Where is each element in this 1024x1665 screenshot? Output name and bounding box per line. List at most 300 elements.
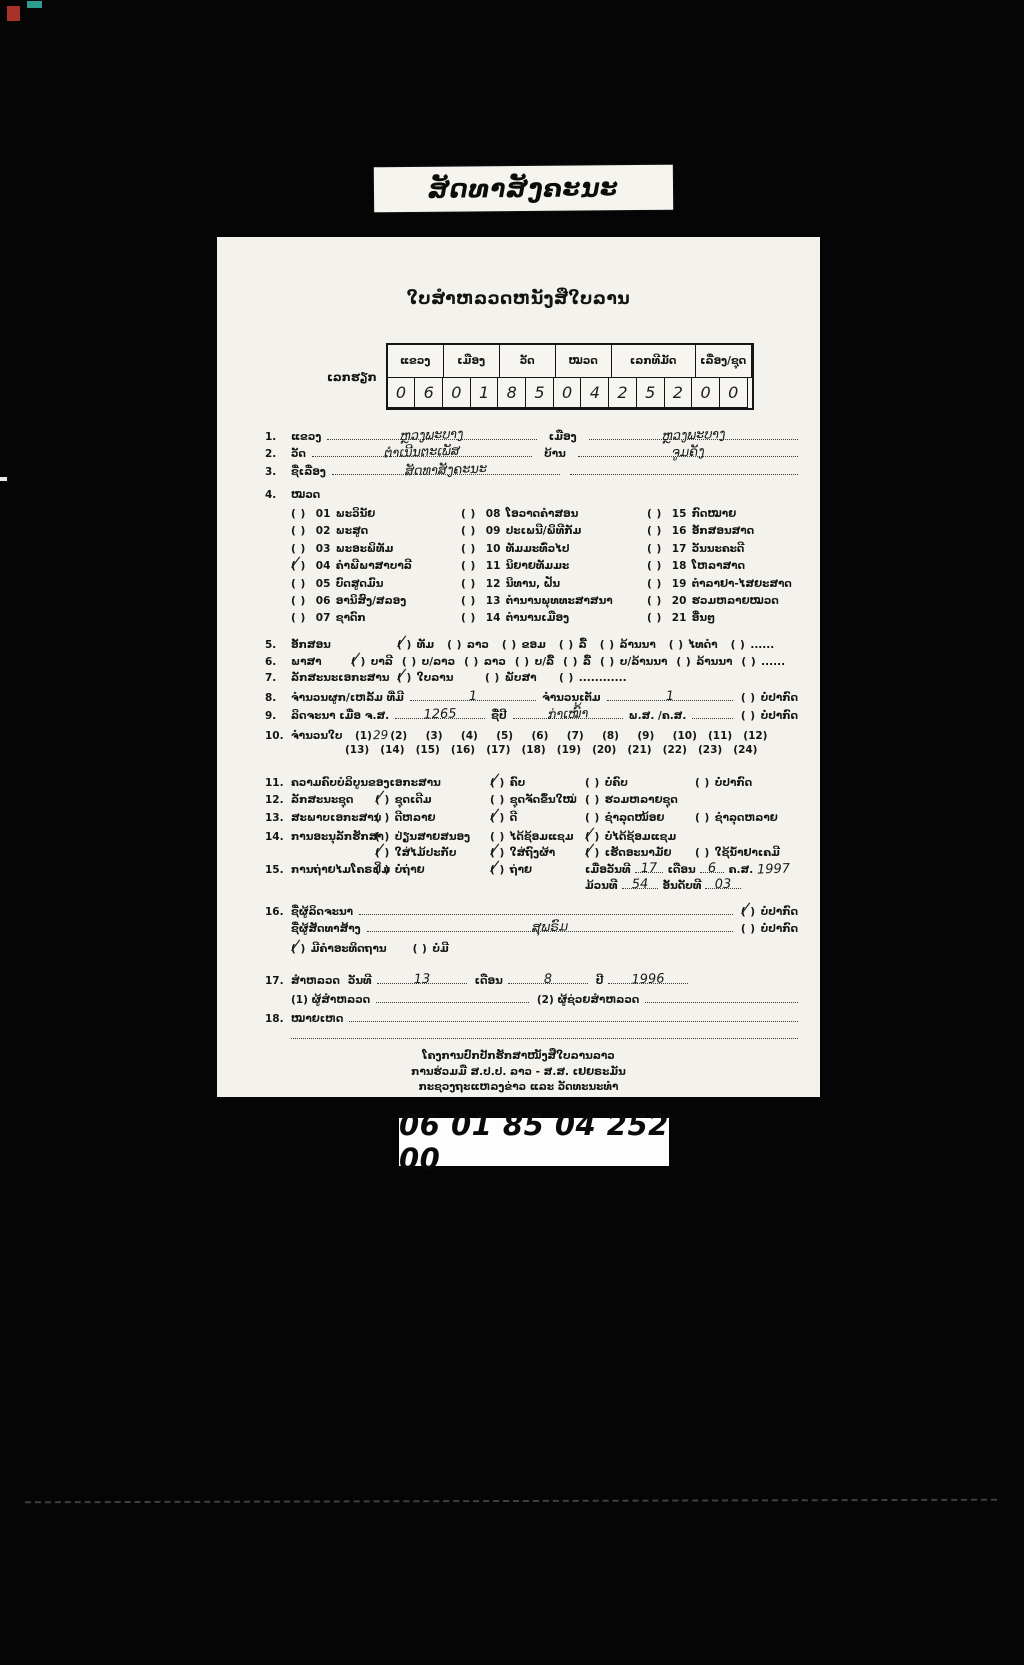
code-digit-cell: 8 bbox=[497, 377, 526, 408]
film-date-label: ເມື່ອວັນທີ bbox=[585, 864, 631, 876]
checkbox bbox=[291, 595, 306, 608]
category-number: 08 bbox=[485, 508, 501, 520]
checkbox bbox=[291, 943, 306, 956]
category-column-3 bbox=[647, 508, 798, 630]
category-number: 14 bbox=[485, 612, 501, 625]
option-label: ບໍ່ຖ່າຍ bbox=[394, 864, 425, 876]
checkbox bbox=[741, 692, 756, 705]
checkbox bbox=[600, 639, 615, 652]
category-number: 07 bbox=[315, 612, 331, 625]
category-label: ຮວມຫລາຍໝວດ bbox=[691, 594, 779, 607]
preservation-option bbox=[585, 847, 695, 860]
reel-label: ມ້ວນທີ bbox=[585, 880, 618, 892]
cs-era-label: ລິດຈະນາ ເມື່ອ ຈ.ສ. bbox=[291, 710, 390, 722]
form-line-survey-date bbox=[265, 973, 798, 988]
form-line-donor bbox=[265, 921, 798, 936]
checkbox bbox=[585, 794, 600, 807]
category-number: 15 bbox=[671, 508, 687, 520]
language-option bbox=[676, 656, 732, 669]
category-label: ຕຳນານພຸທທະສາສນາ bbox=[505, 594, 613, 607]
leaf-cell-index: (1) bbox=[355, 730, 372, 742]
checkbox bbox=[397, 672, 412, 685]
form-line-title bbox=[265, 461, 798, 480]
option-label: ບໍ່ປາກົດ bbox=[760, 923, 798, 935]
option-label: ໃສ່ຖົງຜ້າ bbox=[509, 847, 556, 859]
checkbox bbox=[461, 595, 476, 608]
checkbox bbox=[731, 639, 746, 652]
village-value: ຈູມຄັງ bbox=[671, 444, 705, 461]
microfilm-date-block bbox=[585, 862, 798, 894]
checkbox bbox=[647, 612, 662, 625]
call-number-table bbox=[327, 343, 754, 410]
cs-year-value: 1265 bbox=[423, 706, 457, 723]
code-digit-cell: 5 bbox=[636, 377, 665, 408]
film-day-value: 17 bbox=[640, 860, 658, 877]
form-line-fascicle-count bbox=[265, 690, 798, 705]
code-digit-cell: 2 bbox=[664, 377, 693, 408]
survey-year-line bbox=[608, 971, 688, 988]
checkbox bbox=[490, 864, 505, 877]
checkbox bbox=[647, 560, 662, 573]
condition-option bbox=[375, 812, 490, 825]
district-value: ຫຼວງພະບາງ bbox=[661, 426, 726, 445]
order-line bbox=[705, 876, 741, 893]
category-option bbox=[647, 525, 798, 542]
category-option bbox=[647, 560, 798, 577]
item-number: 5. bbox=[265, 639, 277, 651]
preservation-options-row1 bbox=[375, 831, 798, 844]
leaf-cell: (2) bbox=[390, 730, 408, 742]
form-line-remarks-2 bbox=[265, 1028, 798, 1039]
language-option bbox=[402, 656, 455, 669]
category-number: 17 bbox=[671, 542, 687, 555]
survey-day-label: ວັນທີ bbox=[347, 975, 372, 987]
option-label: ຊຳລຸດໜ້ອຍ bbox=[604, 812, 665, 824]
form-line-leaf-count bbox=[265, 729, 798, 759]
leaf-cell: (24) bbox=[733, 744, 758, 756]
preservation-label: ການອະນຸລັກຮັກສາ bbox=[291, 831, 384, 843]
survey-form-page bbox=[217, 237, 820, 1097]
film-year-value: 1997 bbox=[756, 861, 791, 878]
option-label: ດີຫລາຍ bbox=[394, 812, 436, 824]
checkbox bbox=[291, 560, 306, 573]
table-digit-row bbox=[388, 378, 752, 408]
table-header-row bbox=[388, 345, 752, 378]
survey-month-value: 8 bbox=[543, 971, 553, 988]
film-month-label: ເດືອນ bbox=[667, 864, 696, 876]
checkbox bbox=[559, 639, 574, 652]
cs-year-line bbox=[395, 706, 485, 723]
footer-cooperation-line: ການຮ່ວມມື ສ.ປ.ປ. ລາວ - ສ.ສ. ເຢຍຣະມັນ bbox=[411, 1065, 626, 1078]
call-number-row-label: ເລກຮຽກ bbox=[327, 369, 377, 384]
category-columns bbox=[291, 508, 798, 630]
microfilm-date-line bbox=[585, 862, 798, 878]
call-number-strip bbox=[399, 1108, 669, 1176]
form-line-category bbox=[265, 489, 798, 630]
option-label: ພັບສາ bbox=[504, 672, 537, 684]
category-label: ໂອວາດຄຳສອນ bbox=[505, 508, 579, 520]
category-label: ພະວິນັຍ bbox=[335, 508, 376, 520]
prayer-option bbox=[413, 943, 449, 956]
leaf-cell: (20) bbox=[592, 744, 617, 756]
category-label: ນິທານ, ຝັນ bbox=[505, 577, 561, 590]
category-option bbox=[291, 578, 461, 595]
donor-value: ສຸພຣົມ bbox=[531, 919, 569, 936]
table-column-header: ວັດ bbox=[499, 344, 556, 378]
leaf-cell: (9) bbox=[637, 730, 655, 742]
option-label: ຖ່າຍ bbox=[509, 864, 533, 876]
option-label: ມີຄຳອະທິດຖານ bbox=[310, 943, 387, 955]
option-label: ລາວ bbox=[466, 639, 489, 651]
reel-line bbox=[622, 876, 658, 893]
category-option bbox=[647, 595, 798, 612]
checkbox bbox=[585, 777, 600, 790]
set-type-options bbox=[375, 794, 798, 807]
checkbox bbox=[291, 612, 306, 625]
item-number: 16. bbox=[265, 906, 284, 918]
table-column-header: ໝວດ bbox=[555, 344, 612, 378]
checkbox bbox=[741, 923, 756, 936]
leaf-cell: (17) bbox=[486, 744, 511, 756]
category-option bbox=[647, 578, 798, 595]
remarks-label: ໝາຍເຫດ bbox=[291, 1013, 344, 1025]
category-option bbox=[291, 543, 461, 560]
table-column-header: ເລື່ອງ/ຊຸດ bbox=[695, 344, 752, 378]
option-label: ຊຳລຸດຫລາຍ bbox=[714, 812, 778, 824]
item-number: 11. bbox=[265, 777, 284, 789]
item-number: 17. bbox=[265, 975, 284, 987]
category-number: 09 bbox=[485, 525, 501, 538]
completeness-options bbox=[490, 777, 798, 790]
story-title-label: ຊື່ເລື່ອງ bbox=[291, 466, 326, 478]
script-options bbox=[397, 639, 798, 652]
leaf-cell: (3) bbox=[425, 730, 443, 742]
category-number: 11 bbox=[485, 560, 501, 573]
district-label: ເມືອງ bbox=[548, 431, 577, 443]
donor-label: ຊື່ຜູ້ສັດທາສ້າງ bbox=[291, 923, 361, 935]
province-label: ແຂວງ bbox=[291, 431, 322, 443]
microfilm-options bbox=[375, 864, 585, 877]
leaf-count-value: 29 bbox=[372, 727, 389, 743]
form-line-condition bbox=[265, 812, 798, 825]
leaf-cell: (7) bbox=[566, 730, 584, 742]
option-label: ເຮັດອະນາມັຍ bbox=[604, 847, 672, 859]
language-option bbox=[741, 656, 785, 669]
story-title-line bbox=[332, 461, 560, 480]
temple-line bbox=[312, 443, 532, 462]
table-column-header: ເລກທີມັດ bbox=[611, 344, 696, 378]
code-digit-cell: 0 bbox=[387, 377, 416, 408]
fascicles-total-value: 1 bbox=[665, 688, 675, 705]
option-label: ໃສ່ໄມ້ປະກັບ bbox=[394, 847, 457, 859]
option-label: ໃຊ້ນ້ຳຢາເຄມີ bbox=[714, 847, 780, 859]
language-option bbox=[515, 656, 554, 669]
category-number: 21 bbox=[671, 612, 687, 625]
preservation-option bbox=[375, 847, 490, 860]
script-label: ອັກສອນ bbox=[291, 639, 331, 651]
set-type-option bbox=[490, 794, 585, 807]
leaf-cell: (15) bbox=[415, 744, 440, 756]
option-label: ດີ bbox=[509, 812, 518, 824]
category-column-2 bbox=[461, 508, 647, 630]
leaf-cell: (14) bbox=[380, 744, 405, 756]
leaf-cell: (13) bbox=[345, 744, 370, 756]
film-month-value: 6 bbox=[707, 860, 717, 877]
form-line-composition-date bbox=[265, 708, 798, 723]
fascicles-held-line bbox=[410, 688, 536, 705]
code-digit-cell: 2 bbox=[608, 377, 637, 408]
checkbox bbox=[695, 812, 710, 825]
scan-separator-line bbox=[25, 1499, 997, 1504]
collection-banner bbox=[374, 165, 673, 213]
checkbox bbox=[485, 672, 500, 685]
option-label: ບາລີ bbox=[370, 656, 393, 668]
form-line-document-type bbox=[265, 672, 798, 685]
leaf-cell: (16) bbox=[450, 744, 476, 756]
language-options bbox=[351, 656, 798, 669]
preservation-option bbox=[490, 831, 585, 844]
completeness-option bbox=[585, 777, 695, 790]
option-label: ຊຸດເດີມ bbox=[394, 794, 432, 806]
code-digit-cell: 0 bbox=[442, 377, 471, 408]
language-label: ພາສາ bbox=[291, 656, 322, 668]
set-type-label: ລັກສະນະຊຸດ bbox=[291, 794, 354, 806]
script-option bbox=[447, 639, 489, 652]
survey-label: ສຳຫລວດ bbox=[291, 975, 340, 987]
checkbox bbox=[291, 525, 306, 538]
checkbox bbox=[461, 578, 476, 591]
option-label: ບໍ່ປາກົດ bbox=[714, 777, 753, 789]
leaf-count-cells bbox=[345, 727, 798, 759]
category-number: 13 bbox=[485, 594, 501, 607]
category-label: ພະສູດ bbox=[335, 525, 369, 538]
checkbox bbox=[695, 847, 710, 860]
category-option bbox=[461, 560, 647, 577]
completeness-option bbox=[490, 777, 585, 790]
category-option bbox=[461, 595, 647, 612]
remarks-line bbox=[349, 1011, 798, 1022]
scan-artifact-white bbox=[0, 477, 7, 481]
prayer-options bbox=[291, 943, 798, 956]
leaf-cell: (4) bbox=[460, 730, 478, 742]
item-number: 18. bbox=[265, 1013, 284, 1025]
survey-day-value: 13 bbox=[413, 971, 431, 988]
leaf-cells-row-2 bbox=[345, 744, 798, 759]
checkbox bbox=[375, 812, 390, 825]
remarks-line-2 bbox=[291, 1028, 798, 1039]
assistant-surveyor-line bbox=[645, 992, 798, 1003]
form-line-preservation bbox=[265, 831, 798, 844]
survey-year-value: 1996 bbox=[631, 971, 666, 988]
fascicles-held-value: 1 bbox=[468, 688, 478, 705]
completeness-label: ຄວາມຄົບບໍລິບູນຂອງເອກະສານ bbox=[291, 777, 441, 789]
form-line-prayer bbox=[265, 943, 798, 956]
category-number: 20 bbox=[671, 594, 687, 607]
checkbox bbox=[490, 777, 505, 790]
checkbox bbox=[647, 595, 662, 608]
call-number-grid bbox=[386, 343, 754, 410]
category-option bbox=[647, 508, 798, 525]
temple-label: ວັດ bbox=[291, 448, 306, 460]
category-label: ຕຳນານເມືອງ bbox=[505, 612, 570, 625]
category-number: 04 bbox=[315, 560, 331, 573]
leaf-cells-row-1 bbox=[355, 729, 798, 744]
item-number: 13. bbox=[265, 812, 284, 824]
item-number: 9. bbox=[265, 710, 277, 722]
code-digit-cell: 6 bbox=[414, 377, 443, 408]
be-ce-era-label: ພ.ສ. /ຄ.ສ. bbox=[628, 710, 687, 722]
category-number: 10 bbox=[485, 542, 501, 555]
scan-artifact-teal bbox=[27, 1, 42, 8]
checkbox bbox=[647, 578, 662, 591]
checkbox bbox=[585, 812, 600, 825]
category-label: ທັມມະທົ່ວໄປ bbox=[505, 542, 570, 555]
category-option bbox=[291, 595, 461, 612]
option-label: ບໍ່ຄົບ bbox=[604, 777, 628, 789]
item-number: 8. bbox=[265, 692, 277, 704]
item-number: 15. bbox=[265, 864, 284, 876]
order-label: ອັນດັບທີ bbox=[662, 880, 702, 892]
donor-not-apparent-option bbox=[741, 923, 798, 936]
checkbox bbox=[461, 508, 476, 521]
leaf-cell: (8) bbox=[602, 730, 619, 742]
checkbox bbox=[413, 943, 428, 956]
category-option bbox=[461, 508, 647, 525]
category-number: 19 bbox=[671, 577, 687, 590]
language-option bbox=[600, 656, 667, 669]
option-label: ບໍ່ປາກົດ bbox=[760, 906, 798, 918]
banner-title: ສັດທາສັງຄະນະ bbox=[428, 173, 619, 204]
form-line-set-type bbox=[265, 794, 798, 807]
option-label: ຂອມ bbox=[521, 639, 546, 651]
checkbox bbox=[741, 710, 756, 723]
checkbox bbox=[502, 639, 517, 652]
leaf-cell: (22) bbox=[662, 744, 687, 756]
village-line bbox=[578, 444, 798, 461]
option-label: ໃບລານ bbox=[416, 672, 454, 684]
prayer-option bbox=[291, 943, 387, 956]
category-column-1 bbox=[291, 508, 461, 630]
category-label: ອັກສອນສາດ bbox=[691, 525, 755, 538]
category-label: ອື່ນໆ bbox=[691, 612, 716, 625]
checkbox bbox=[291, 578, 306, 591]
donor-line bbox=[367, 919, 733, 936]
survey-month-line bbox=[508, 971, 588, 988]
language-option bbox=[464, 656, 506, 669]
checkbox bbox=[647, 525, 662, 538]
fascicles-total-line bbox=[607, 688, 733, 705]
leaf-cell: (12) bbox=[743, 730, 768, 742]
item-number: 10. bbox=[265, 730, 284, 742]
checkbox bbox=[397, 639, 412, 652]
script-option bbox=[502, 639, 546, 652]
script-option bbox=[731, 639, 775, 652]
checkbox bbox=[585, 847, 600, 860]
category-label: ພະອະພິທັມ bbox=[335, 542, 394, 555]
checkbox bbox=[515, 656, 530, 669]
code-digit-cell: 4 bbox=[580, 377, 609, 408]
story-title-value: ສັດທາສັງຄະນະ bbox=[404, 461, 488, 480]
category-label: ອານິສົງ/ສລອງ bbox=[335, 594, 407, 607]
category-number: 03 bbox=[315, 542, 331, 555]
checkbox bbox=[741, 906, 756, 919]
option-label: ລື້ bbox=[582, 656, 591, 668]
film-era-label: ຄ.ສ. bbox=[728, 864, 754, 876]
checkbox bbox=[447, 639, 462, 652]
option-label: ...... bbox=[750, 639, 775, 651]
category-option bbox=[647, 543, 798, 560]
film-day-line bbox=[635, 860, 663, 877]
option-label: ບໍ່ປາກົດ bbox=[760, 710, 798, 722]
form-line-remarks bbox=[265, 1011, 798, 1026]
form-footer bbox=[217, 1049, 820, 1096]
leaf-cell: (21) bbox=[627, 744, 652, 756]
option-label: ບໍ່ໄດ້ຊ້ອມແຊມ bbox=[604, 831, 677, 843]
document-type-option bbox=[485, 672, 559, 685]
checkbox bbox=[375, 864, 390, 877]
form-line-language bbox=[265, 656, 798, 669]
be-ce-year-line bbox=[692, 708, 732, 719]
item-number: 6. bbox=[265, 656, 277, 668]
year-name-line bbox=[513, 706, 623, 723]
form-line-temple bbox=[265, 443, 798, 462]
preservation-options-row2 bbox=[375, 847, 798, 860]
form-line-microfilm bbox=[265, 862, 798, 894]
item-number: 1. bbox=[265, 431, 277, 443]
condition-option bbox=[695, 812, 778, 825]
category-option bbox=[291, 560, 461, 577]
option-label: ຄົບ bbox=[509, 777, 526, 789]
category-label: ໂຫລາສາດ bbox=[691, 560, 745, 573]
code-digit-cell: 5 bbox=[525, 377, 554, 408]
script-option bbox=[669, 639, 718, 652]
category-option bbox=[291, 508, 461, 525]
category-block bbox=[291, 489, 798, 630]
option-label: ໄດ້ຊ້ອມແຊມ bbox=[509, 831, 574, 843]
category-label: ຊາດົກ bbox=[335, 612, 366, 625]
category-option bbox=[461, 612, 647, 629]
document-type-option bbox=[397, 672, 485, 685]
preservation-option bbox=[490, 847, 585, 860]
script-option bbox=[559, 639, 587, 652]
completeness-option bbox=[695, 777, 752, 790]
option-label: ຊຸດຈັດຂຶ້ນໃໝ່ bbox=[509, 794, 577, 806]
category-label: ບົດສູດມົນ bbox=[335, 577, 384, 590]
year-name-value: ກ່າເໝົ້າ bbox=[546, 706, 589, 723]
condition-label: ສະພາບເອກະສານ bbox=[291, 812, 382, 824]
checkbox bbox=[291, 508, 306, 521]
option-label: ໄທດຳ bbox=[688, 639, 718, 651]
script-option bbox=[600, 639, 656, 652]
set-type-option bbox=[585, 794, 695, 807]
survey-month-label: ເດືອນ bbox=[474, 975, 503, 987]
form-line-script bbox=[265, 639, 798, 652]
category-number: 06 bbox=[315, 594, 331, 607]
checkbox bbox=[351, 656, 366, 669]
category-label: ປະເພນີ/ພິທີກັມ bbox=[505, 525, 582, 538]
script-option bbox=[397, 639, 434, 652]
option-label: ບ/ລ້ານນາ bbox=[619, 656, 668, 668]
category-number: 12 bbox=[485, 577, 501, 590]
district-line bbox=[589, 426, 798, 445]
province-line bbox=[327, 426, 536, 445]
code-digit-cell: 0 bbox=[553, 377, 582, 408]
year-name-label: ຊື່ປີ bbox=[491, 710, 507, 722]
condition-options bbox=[375, 812, 798, 825]
category-option bbox=[291, 612, 461, 629]
checkbox bbox=[600, 656, 615, 669]
microfilm-label: ການຖ່າຍໄມໂຄຣຟິມ bbox=[291, 864, 391, 876]
